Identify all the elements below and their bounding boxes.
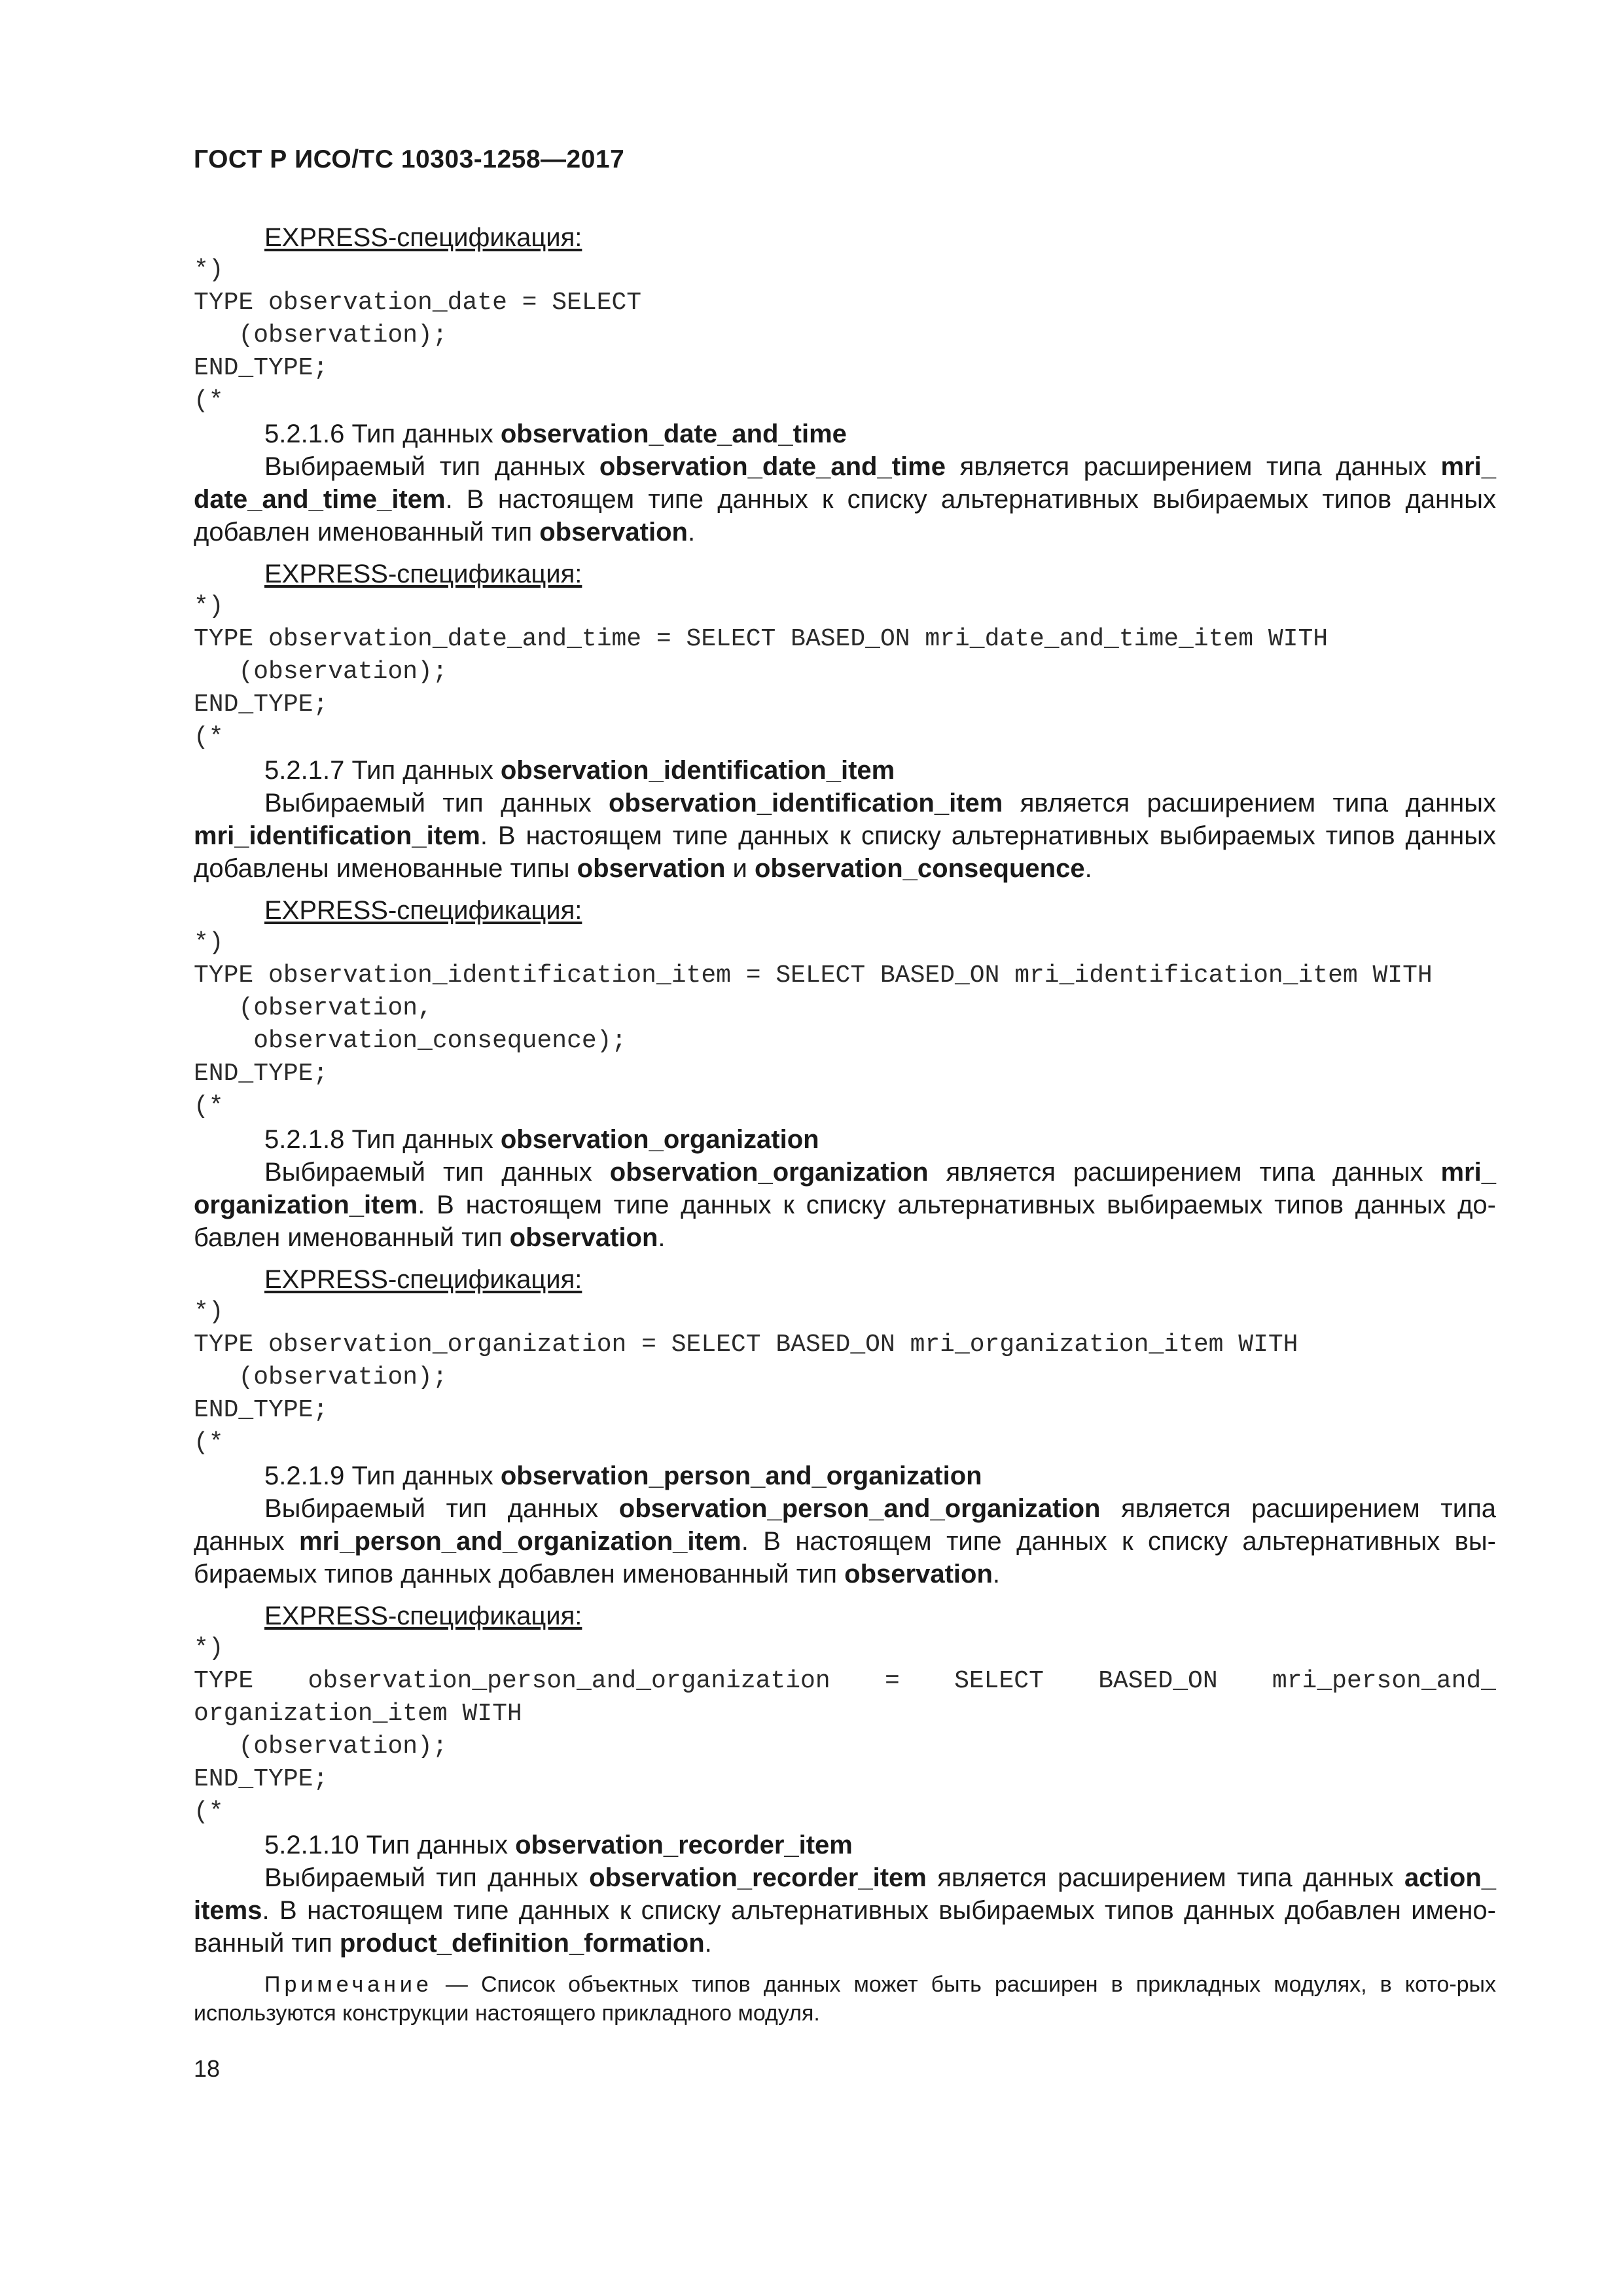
express-spec-label: EXPRESS-спецификация:	[264, 223, 582, 252]
code-close: (*	[194, 1092, 224, 1121]
code-close: (*	[194, 723, 224, 751]
express-spec-label: EXPRESS-спецификация:	[264, 1602, 582, 1630]
section-heading-5-2-1-7: 5.2.1.7 Тип данных observation_identification_item	[264, 756, 895, 785]
code-close: (*	[194, 1798, 224, 1826]
code-line: END_TYPE;	[194, 354, 329, 382]
code-line: (observation);	[194, 658, 448, 686]
section-paragraph: Выбираемый тип данных observation_recorder_item является расширением типа данных action_ items. В настоящем типе данных к списку альтернативных выбираемых типов данных добавлен имено-ванный тип product_definition_formation.	[194, 1863, 1496, 1958]
code-line: END_TYPE;	[194, 691, 329, 719]
code-open: *)	[194, 592, 224, 620]
code-close: (*	[194, 387, 224, 415]
code-line: TYPE observation_date_and_time = SELECT BASED_ON mri_date_and_time_item WITH	[194, 625, 1329, 653]
code-open: *)	[194, 929, 224, 957]
code-close: (*	[194, 1429, 224, 1457]
note-label: Примечание	[264, 1972, 433, 1997]
section-heading-5-2-1-8: 5.2.1.8 Тип данных observation_organization	[264, 1125, 819, 1154]
code-open: *)	[194, 256, 224, 284]
page-content	[194, 221, 1496, 2028]
note-paragraph: Примечание — Список объектных типов данных может быть расширен в прикладных модулях, в кото-рых используются конструкции настоящего прикладного модуля.	[194, 1972, 1496, 2026]
page-number: 18	[194, 2055, 221, 2082]
code-line: TYPE observation_identification_item = SELECT BASED_ON mri_identification_item WITH	[194, 961, 1433, 990]
code-line: (observation);	[194, 321, 448, 350]
section-paragraph: Выбираемый тип данных observation_identification_item является расширением типа данных mri_identification_item. В настоящем типе данных к списку альтернативных выбираемых типов данных добавлены именованные типы observation и observation_consequence.	[194, 789, 1496, 883]
code-line: END_TYPE;	[194, 1060, 329, 1088]
code-line: END_TYPE;	[194, 1765, 329, 1793]
code-line: (observation);	[194, 1732, 448, 1761]
express-spec-label: EXPRESS-спецификация:	[264, 896, 582, 925]
code-line: observation_consequence);	[194, 1027, 627, 1055]
section-heading-5-2-1-10: 5.2.1.10 Тип данных observation_recorder_item	[264, 1831, 853, 1859]
code-line: TYPE observation_date = SELECT	[194, 289, 642, 317]
code-open: *)	[194, 1298, 224, 1326]
section-paragraph: Выбираемый тип данных observation_organization является расширением типа данных mri_ organization_item. В настоящем типе данных к списку альтернативных выбираемых типов данных до-бавлен именованный тип observation.	[194, 1158, 1496, 1252]
section-heading-5-2-1-9: 5.2.1.9 Тип данных observation_person_and_organization	[264, 1462, 982, 1490]
code-line: END_TYPE;	[194, 1396, 329, 1424]
express-spec-label: EXPRESS-спецификация:	[264, 560, 582, 588]
section-paragraph: Выбираемый тип данных observation_person_and_organization является расширением типа данных mri_person_and_organization_item. В настоящем типе данных к списку альтернативных вы-бираемых типов данных добавлен именованный тип observation.	[194, 1494, 1496, 1588]
section-heading-5-2-1-6: 5.2.1.6 Тип данных observation_date_and_time	[264, 420, 847, 448]
code-line: (observation,	[194, 994, 433, 1022]
express-spec-label: EXPRESS-спецификация:	[264, 1265, 582, 1294]
code-line: (observation);	[194, 1363, 448, 1391]
document-header: ГОСТ Р ИСО/ТС 10303-1258—2017	[194, 145, 625, 173]
code-line: TYPE observation_organization = SELECT BASED_ON mri_organization_item WITH	[194, 1331, 1298, 1359]
code-line: organization_item WITH	[194, 1700, 522, 1728]
code-open: *)	[194, 1634, 224, 1662]
section-paragraph: Выбираемый тип данных observation_date_and_time является расширением типа данных mri_ date_and_time_item. В настоящем типе данных к списку альтернативных выбираемых типов данных добавлен именованный тип observation.	[194, 452, 1496, 547]
code-line-justified: TYPE observation_person_and_organization = SELECT BASED_ON mri_person_and_	[194, 1667, 1496, 1695]
